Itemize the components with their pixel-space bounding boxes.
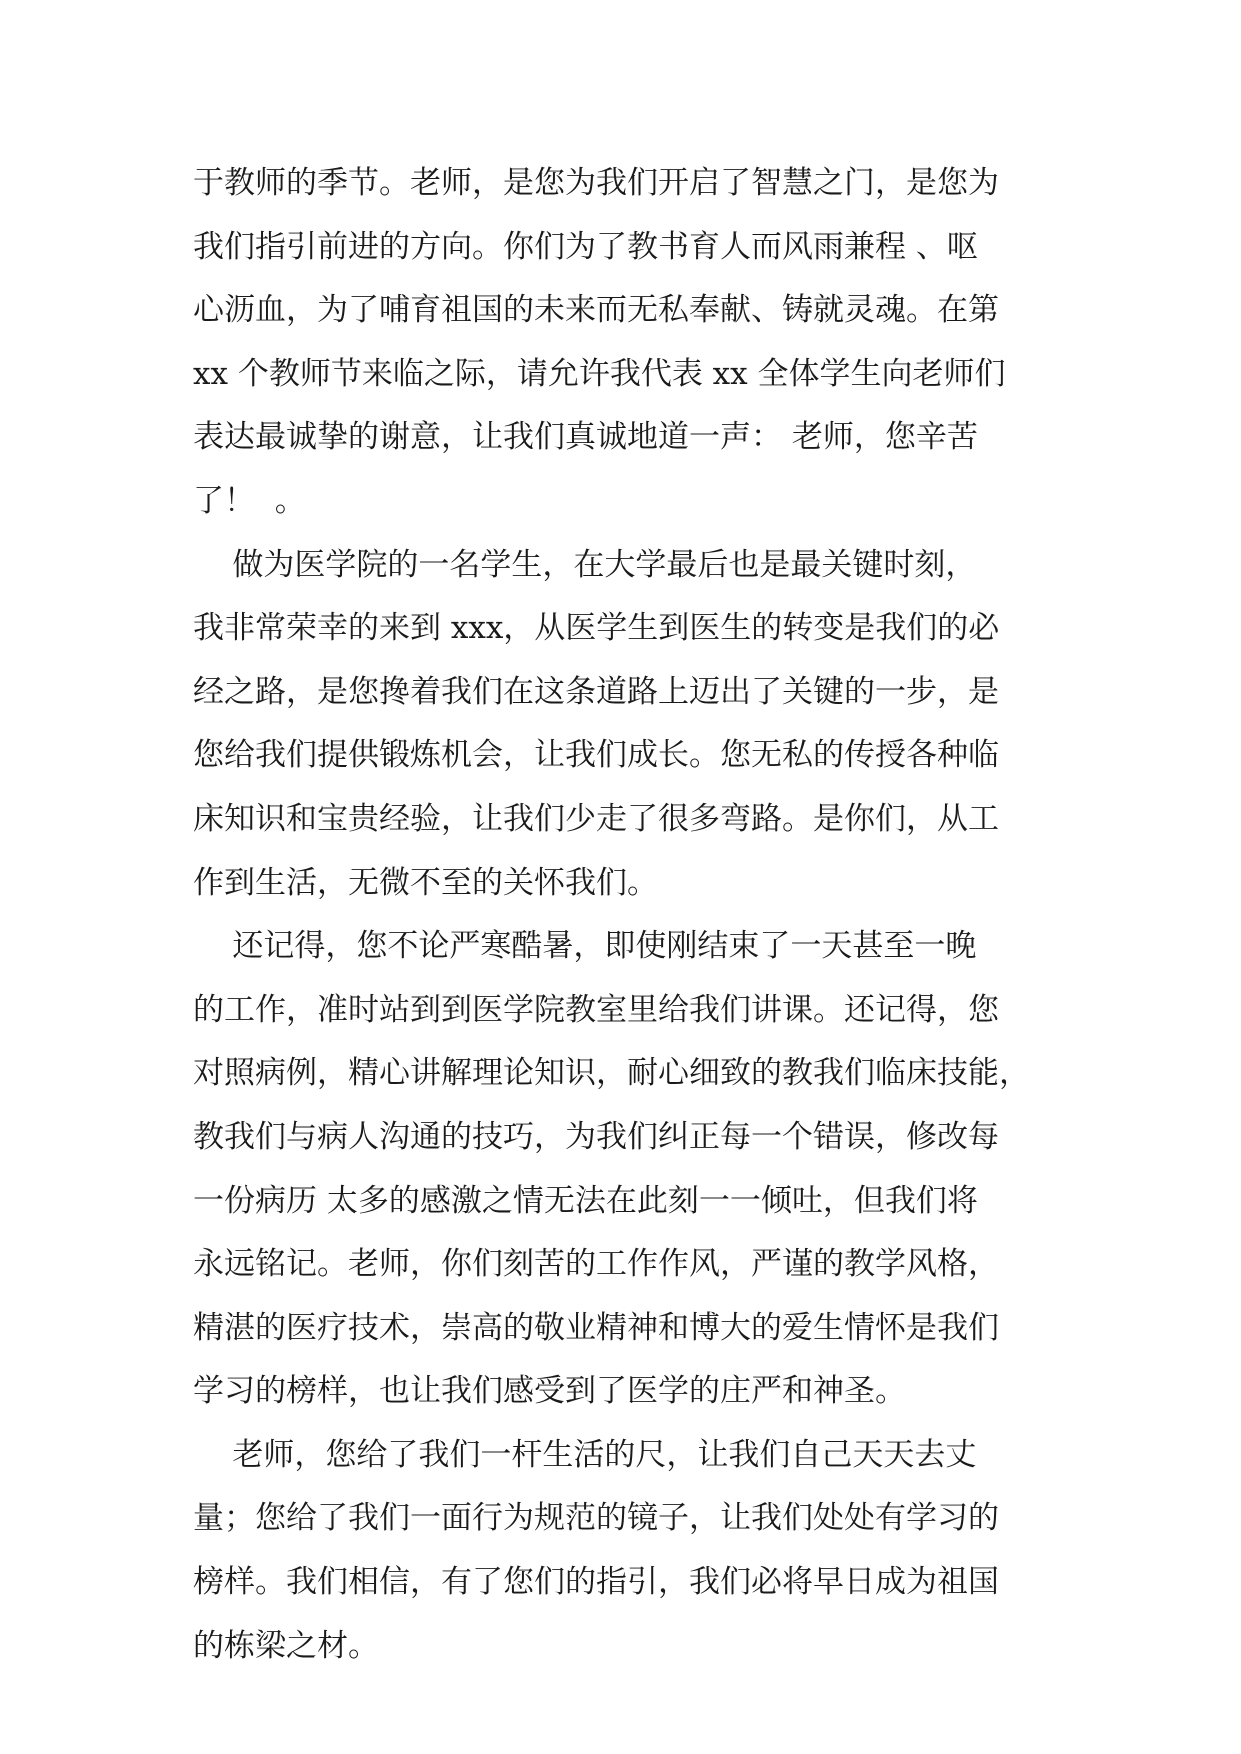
text-line: 经之路，是您搀着我们在这条道路上迈出了关键的一步，是 [193,673,999,710]
text-line: 表达最诚挚的谢意，让我们真诚地道一声： 老师，您辛苦 [193,419,978,456]
text-line: 还记得，您不论严寒酷暑，即使刚结束了一天甚至一晚 [193,928,977,965]
text-line: 一份病历 太多的感激之情无法在此刻一一倾吐，但我们将 [193,1182,978,1219]
text-line: 对照病例，精心讲解理论知识，耐心细致的教我们临床技能， [193,1055,1030,1092]
text-line: 做为医学院的一名学生，在大学最后也是最关键时刻， [193,546,977,583]
text-line: 我非常荣幸的来到 xxx，从医学生到医生的转变是我们的必 [193,610,1000,647]
text-line: 教我们与病人沟通的技巧，为我们纠正每一个错误，修改每 [193,1118,999,1155]
text-line: 精湛的医疗技术，崇高的敬业精神和博大的爱生情怀是我们 [193,1309,999,1346]
text-line: 学习的榜样，也让我们感受到了医学的庄严和神圣。 [193,1373,906,1410]
text-line: 的栋梁之材。 [193,1627,379,1664]
text-line: 的工作，准时站到到医学院教室里给我们讲课。还记得，您 [193,991,999,1028]
text-line: 老师，您给了我们一杆生活的尺，让我们自己天天去丈 [193,1436,977,1473]
text-line: 了！ 。 [193,482,306,519]
text-line: 我们指引前进的方向。你们为了教书育人而风雨兼程 、呕 [193,228,978,265]
text-line: xx 个教师节来临之际，请允许我代表 xx 全体学生向老师们 [193,355,1006,392]
text-line: 于教师的季节。老师，是您为我们开启了智慧之门，是您为 [193,165,999,201]
text-line: 心沥血，为了哺育祖国的未来而无私奉献、铸就灵魂。在第 [193,292,999,329]
text-line: 量；您给了我们一面行为规范的镜子，让我们处处有学习的 [193,1500,999,1537]
text-line: 您给我们提供锻炼机会，让我们成长。您无私的传授各种临 [193,737,999,774]
text-line: 永远铭记。老师，你们刻苦的工作作风，严谨的教学风格， [193,1246,999,1283]
text-line: 榜样。我们相信，有了您们的指引，我们必将早日成为祖国 [193,1564,999,1601]
text-line: 床知识和宝贵经验，让我们少走了很多弯路。是你们，从工 [193,800,999,837]
body-text [193,152,1053,1678]
text-line: 作到生活，无微不至的关怀我们。 [193,864,658,901]
